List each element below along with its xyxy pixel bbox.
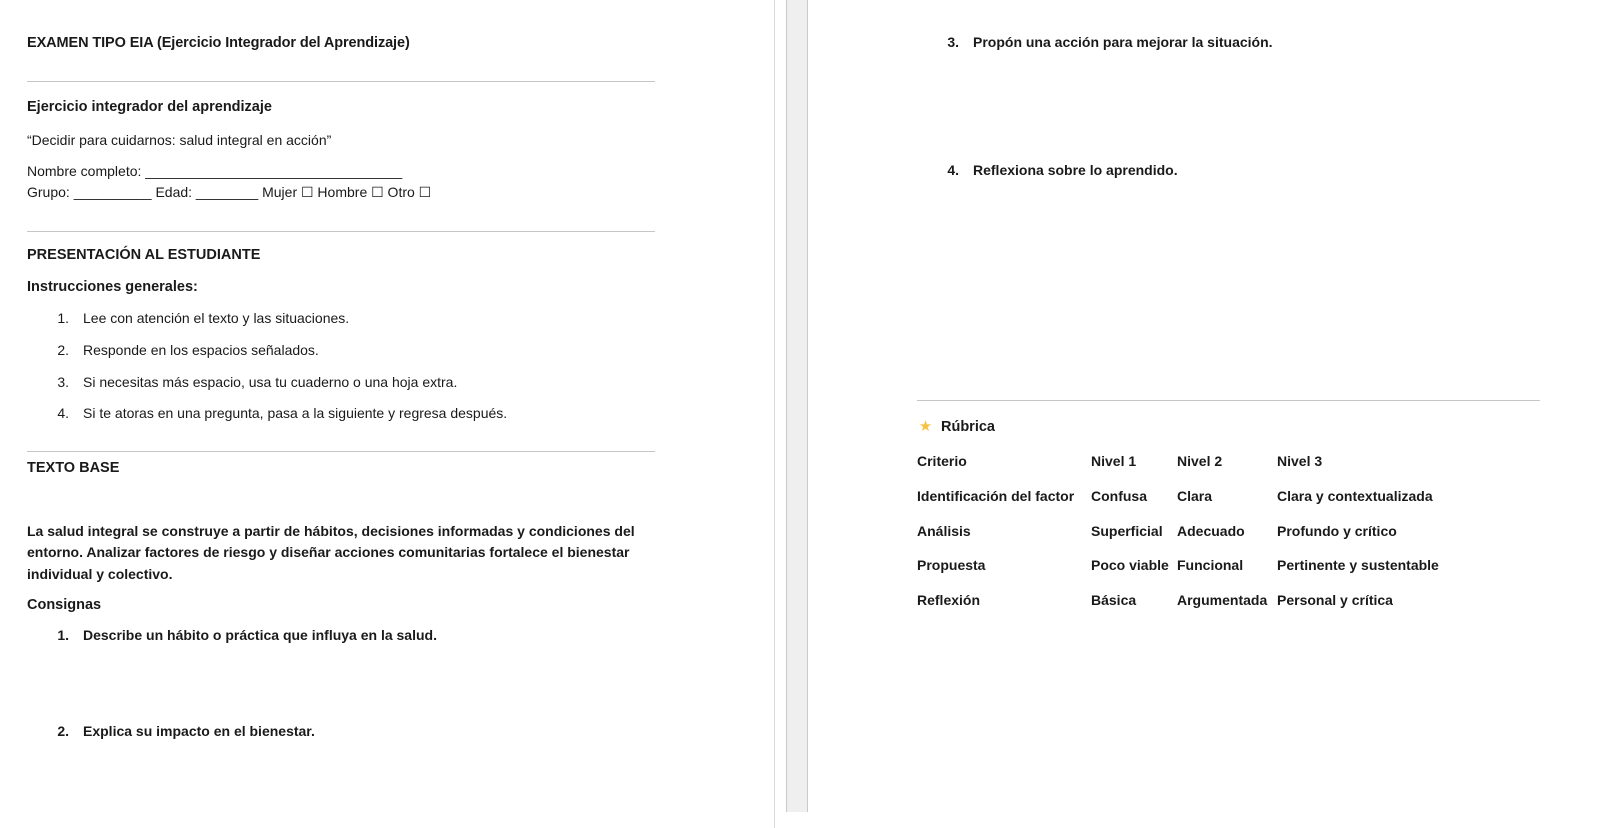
table-cell-nivel-2: Funcional [1177, 557, 1244, 574]
list-item [53, 374, 457, 390]
divider-after-identity [27, 231, 655, 232]
divider-after-instructions [27, 451, 655, 452]
texto-base-paragraph: La salud integral se construye a partir de hábitos, decisiones informadas y condiciones del entorno. Analizar factores de riesgo y diseñar acciones comunitarias fortalece el bienestar individual y colectivo. [27, 523, 635, 582]
column-header-nivel-3: Nivel 3 [1277, 453, 1323, 469]
list-item-label: Si necesitas más espacio, usa tu cuaderno o una hoja extra. [83, 374, 458, 390]
document-subtitle: Ejercicio integrador del aprendizaje [27, 99, 272, 115]
column-header-nivel-1: Nivel 1 [1091, 453, 1137, 469]
list-item [53, 627, 437, 643]
rubric-title: Rúbrica [941, 418, 995, 435]
list-item-label: Responde en los espacios señalados. [83, 342, 319, 358]
list-item-number: 3. [57, 374, 69, 390]
divider-before-rubric [917, 400, 1540, 401]
table-cell-criterio: Identificación del factor [917, 487, 1075, 504]
list-item-label: Propón una acción para mejorar la situación. [973, 34, 1273, 50]
consignas-heading: Consignas [27, 597, 102, 613]
table-row [917, 523, 1439, 558]
list-item-label: Lee con atención el texto y las situaciones. [83, 310, 350, 326]
table-row [917, 488, 1439, 523]
list-item [53, 342, 319, 358]
table-cell-nivel-1: Básica [1091, 592, 1137, 609]
table-row [917, 592, 1439, 609]
table-cell-nivel-3: Pertinente y sustentable [1277, 557, 1439, 574]
table-cell-nivel-2: Adecuado [1177, 522, 1245, 539]
table-cell-criterio: Propuesta [917, 557, 986, 574]
list-item-number: 4. [57, 405, 69, 421]
list-item-label: Explica su impacto en el bienestar. [83, 723, 315, 739]
table-cell-nivel-1: Superficial [1091, 522, 1163, 539]
page-pane-right [900, 0, 1597, 828]
page-pane-left [0, 0, 774, 828]
table-header-row [917, 453, 1439, 488]
column-header-nivel-2: Nivel 2 [1177, 453, 1223, 469]
table-cell-nivel-3: Personal y crítica [1277, 592, 1393, 609]
list-item-label: Si te atoras en una pregunta, pasa a la siguiente y regresa después. [83, 405, 508, 421]
list-item-number: 4. [947, 162, 959, 178]
list-item [53, 310, 349, 326]
list-item-number: 2. [57, 342, 69, 358]
table-row [917, 557, 1439, 592]
rubric-heading [917, 418, 995, 435]
instructions-label: Instrucciones generales: [27, 279, 198, 295]
table-cell-nivel-3: Profundo y crítico [1277, 522, 1397, 539]
star-icon: ★ [918, 418, 933, 435]
list-item [53, 405, 507, 421]
table-cell-nivel-1: Confusa [1091, 487, 1147, 504]
list-item-number: 1. [57, 627, 69, 643]
table-cell-nivel-1: Poco viable [1091, 557, 1169, 574]
list-item [943, 162, 1178, 178]
column-header-criterio: Criterio [917, 453, 967, 469]
list-item-number: 3. [947, 34, 959, 50]
table-cell-nivel-2: Argumentada [1177, 592, 1268, 609]
table-cell-nivel-3: Clara y contextualizada [1277, 487, 1433, 504]
list-item [53, 723, 315, 739]
list-item-label: Describe un hábito o práctica que influya en la salud. [83, 627, 437, 643]
list-item-label: Reflexiona sobre lo aprendido. [973, 162, 1178, 178]
list-item-number: 1. [57, 310, 69, 326]
list-item [943, 34, 1273, 50]
name-field-line[interactable]: Nombre completo: _________________________________ [27, 163, 403, 179]
page-gutter [774, 0, 810, 828]
gutter-band [786, 0, 808, 812]
divider-after-title [27, 81, 655, 82]
page-title: EXAMEN TIPO EIA (Ejercicio Integrador del Aprendizaje) [27, 35, 410, 51]
table-cell-nivel-2: Clara [1177, 487, 1213, 504]
presentation-heading: PRESENTACIÓN AL ESTUDIANTE [27, 247, 261, 263]
table-cell-criterio: Análisis [917, 522, 971, 539]
list-item-number: 2. [57, 723, 69, 739]
document-quote: “Decidir para cuidarnos: salud integral en acción” [27, 132, 332, 148]
group-age-gender-line[interactable]: Grupo: __________ Edad: ________ Mujer ☐ Hombre ☐ Otro ☐ [27, 184, 432, 200]
texto-base-heading: TEXTO BASE [27, 460, 120, 476]
gutter-rule [774, 0, 775, 828]
rubric-table [917, 453, 1439, 609]
table-cell-criterio: Reflexión [917, 592, 981, 609]
